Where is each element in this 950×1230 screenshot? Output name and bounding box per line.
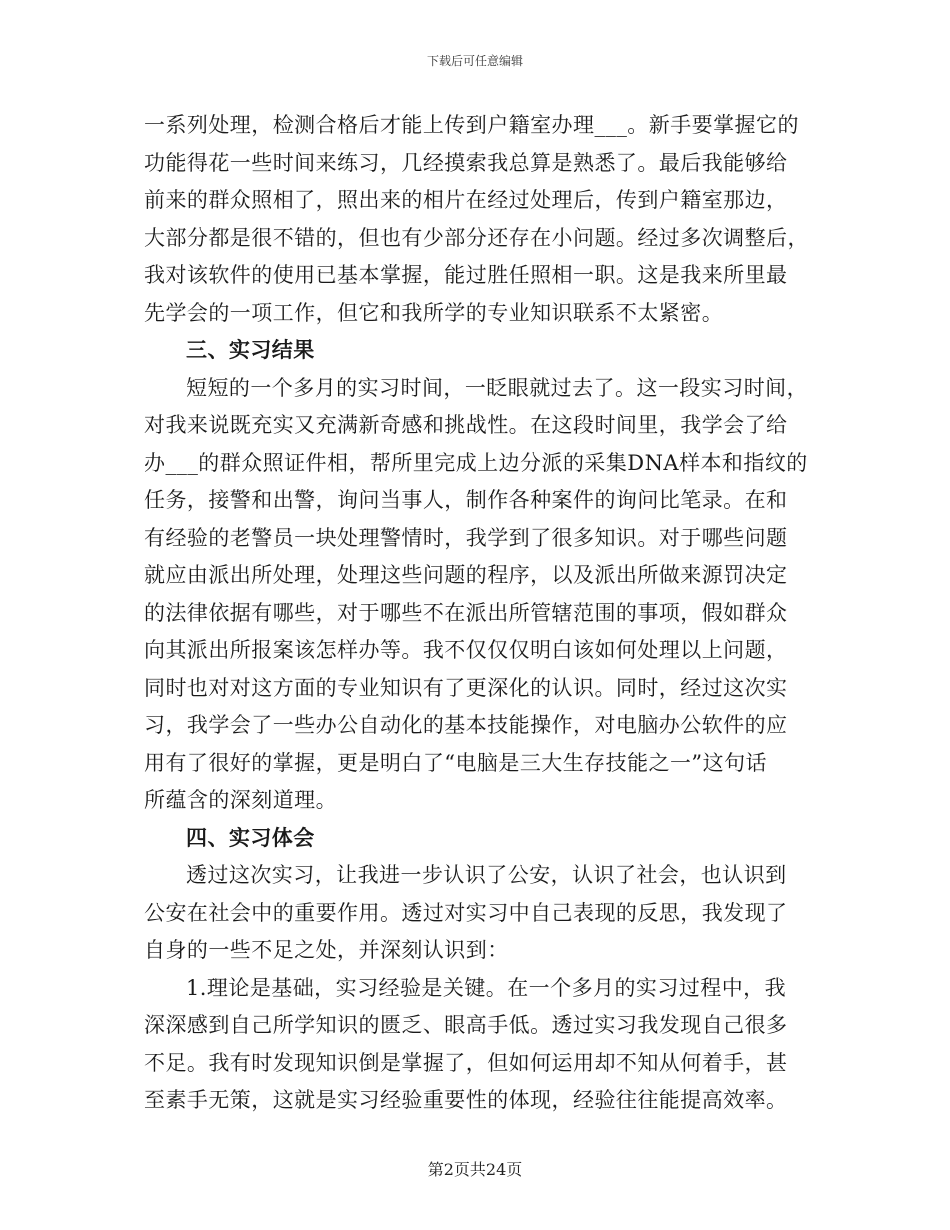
section-heading: 三、实习结果 — [186, 337, 315, 362]
paragraph-line: 习，我学会了一些办公自动化的基本技能操作，对电脑办公软件的应 — [144, 713, 788, 737]
page-header: 下载后可任意编辑 — [426, 54, 523, 68]
paragraph-line: 前来的群众照相了，照出来的相片在经过处理后，传到户籍室那边， — [144, 188, 788, 212]
paragraph-line: 至素手无策，这就是实习经验重要性的体现，经验往往能提高效率。 — [144, 1088, 788, 1112]
paragraph-line: 一系列处理，检测合格后才能上传到户籍室办理___。新手要掌握它的 — [144, 113, 799, 137]
paragraph-line: 任务，接警和出警，询问当事人，制作各种案件的询问比笔录。在和 — [144, 488, 788, 512]
paragraph-line: 的法律依据有哪些，对于哪些不在派出所管辖范围的事项，假如群众 — [144, 601, 788, 625]
paragraph-line: 1.理论是基础，实习经验是关键。在一个多月的实习过程中，我 — [186, 976, 787, 1000]
paragraph-line: 向其派出所报案该怎样办等。我不仅仅仅明白该如何处理以上问题， — [144, 638, 788, 662]
paragraph-line: 不足。我有时发现知识倒是掌握了，但如何运用却不知从何着手，甚 — [144, 1051, 788, 1075]
paragraph-line: 用有了很好的掌握，更是明白了“电脑是三大生存技能之一”这句话 — [144, 751, 767, 775]
paragraph-line: 短短的一个多月的实习时间，一眨眼就过去了。这一段实习时间， — [186, 376, 809, 400]
paragraph-line: 先学会的一项工作，但它和我所学的专业知识联系不太紧密。 — [144, 301, 724, 325]
page-footer: 第2页共24页 — [427, 1160, 523, 1179]
paragraph-line: 就应由派出所处理，处理这些问题的程序，以及派出所做来源罚决定 — [144, 563, 788, 587]
paragraph-line: 功能得花一些时间来练习，几经摸索我总算是熟悉了。最后我能够给 — [144, 151, 788, 175]
paragraph-line: 公安在社会中的重要作用。透过对实习中自己表现的反思，我发现了 — [144, 901, 788, 925]
paragraph-line: 所蕴含的深刻道理。 — [144, 788, 338, 812]
section-heading: 四、实习体会 — [186, 825, 315, 850]
paragraph-line: 大部分都是很不错的，但也有少部分还存在小问题。经过多次调整后， — [144, 226, 809, 250]
paragraph-line: 有经验的老警员一块处理警情时，我学到了很多知识。对于哪些问题 — [144, 526, 788, 550]
paragraph-line: 我对该软件的使用已基本掌握，能过胜任照相一职。这是我来所里最 — [144, 263, 788, 287]
paragraph-line: 同时也对对这方面的专业知识有了更深化的认识。同时，经过这次实 — [144, 676, 788, 700]
paragraph-line: 深深感到自己所学知识的匮乏、眼高手低。透过实习我发现自己很多 — [144, 1013, 788, 1037]
paragraph-line: 办___的群众照证件相，帮所里完成上边分派的采集DNA样本和指纹的 — [144, 451, 808, 475]
paragraph-line: 对我来说既充实又充满新奇感和挑战性。在这段时间里，我学会了给 — [144, 413, 788, 437]
paragraph-line: 透过这次实习，让我进一步认识了公安，认识了社会，也认识到 — [186, 863, 787, 887]
paragraph-line: 自身的一些不足之处，并深刻认识到： — [144, 938, 509, 962]
